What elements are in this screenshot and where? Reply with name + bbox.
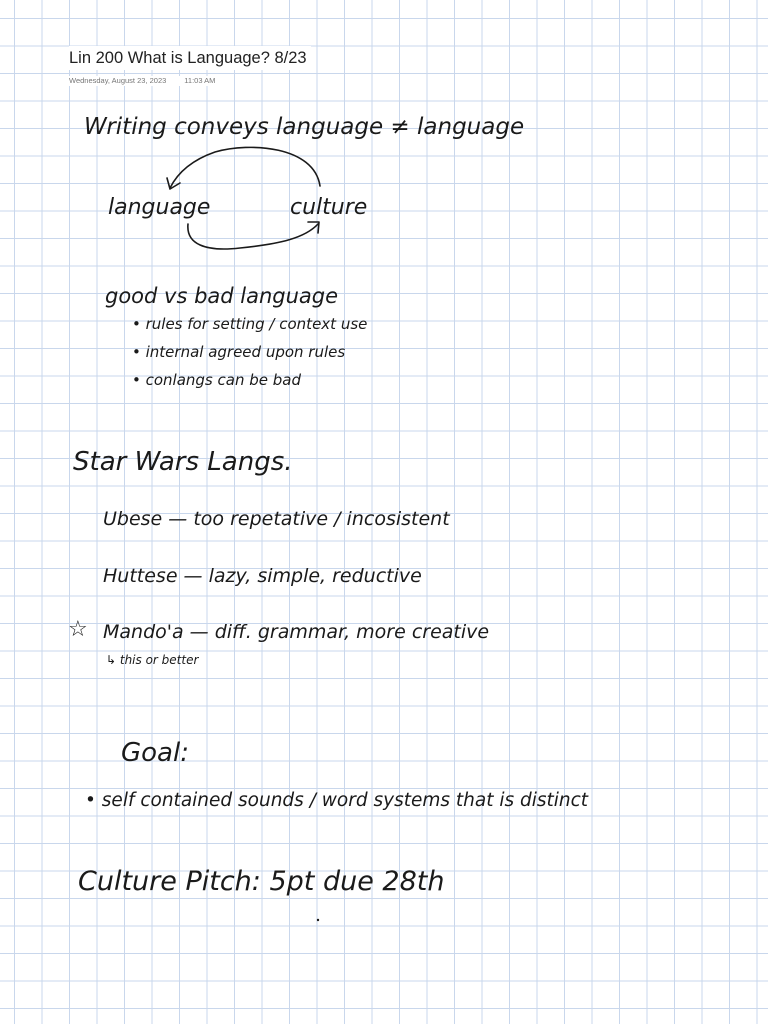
star-wars-item-mandoa: Mando'a — diff. grammar, more creative (103, 621, 490, 643)
good-bad-bullet-2: • internal agreed upon rules (132, 343, 346, 361)
page-date: Wednesday, August 23, 2023 (69, 76, 167, 85)
star-wars-sub-note: ↳ this or better (106, 653, 199, 667)
arrow-culture-to-language (170, 147, 320, 188)
good-vs-bad-section (105, 284, 367, 389)
arrow-head-to-language (167, 178, 180, 189)
star-wars-heading: Star Wars Langs. (73, 447, 293, 477)
arrow-language-to-culture (188, 224, 318, 249)
goal-heading: Goal: (121, 738, 189, 768)
star-wars-item-huttese: Huttese — lazy, simple, reductive (103, 565, 422, 587)
star-wars-item-ubese: Ubese — too repetative / incosistent (103, 508, 450, 530)
good-bad-bullet-3: • conlangs can be bad (132, 371, 301, 389)
goal-section (85, 738, 589, 811)
diagram-language-label: language (108, 195, 211, 220)
star-marker-icon: ☆ (68, 617, 88, 642)
language-culture-diagram (108, 147, 367, 249)
heading-writing-language: Writing conveys language ≠ language (84, 114, 525, 140)
good-bad-bullet-1: • rules for setting / context use (132, 315, 368, 333)
star-wars-section (68, 447, 489, 667)
stray-ink-dot (317, 919, 319, 921)
good-vs-bad-heading: good vs bad language (105, 284, 339, 308)
culture-pitch-note: Culture Pitch: 5pt due 28th (78, 866, 445, 897)
diagram-culture-label: culture (290, 195, 368, 220)
page-title[interactable]: Lin 200 What is Language? 8/23 (69, 46, 311, 70)
page-time: 11:03 AM (184, 76, 216, 85)
goal-bullet: • self contained sounds / word systems that is distinct (85, 790, 589, 811)
